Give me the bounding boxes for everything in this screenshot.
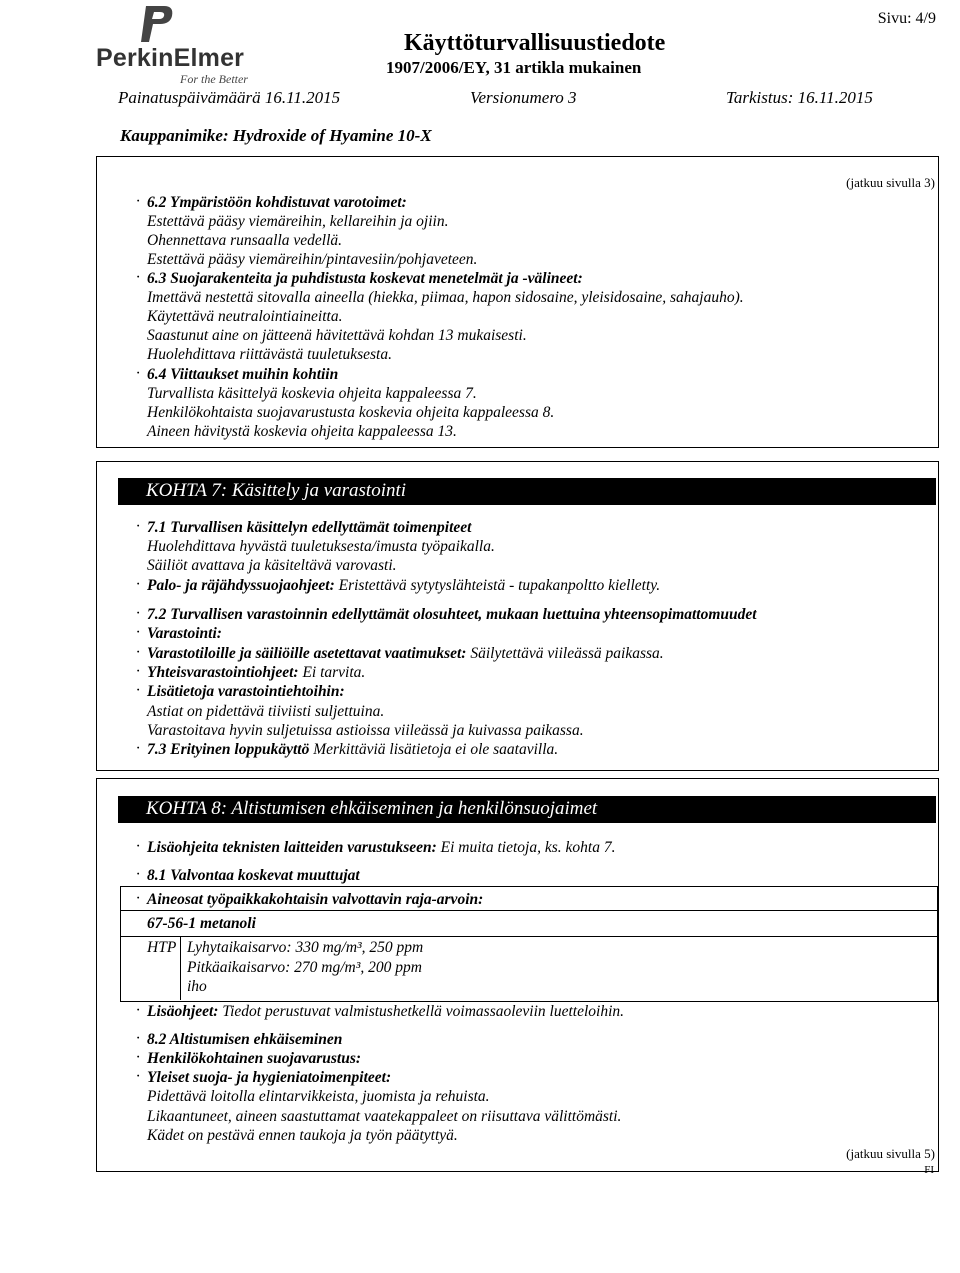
- limits-title: Aineosat työpaikkakohtaisin valvottavin raja-arvoin:: [147, 891, 484, 908]
- text-line: Saastunut aine on jätteenä hävitettävä kohdan 13 mukaisesti.: [147, 327, 527, 344]
- storage-extra-label: Lisätietoja varastointiehtoihin:: [147, 683, 345, 700]
- text-line: Huolehdittava hyvästä tuuletuksesta/imusta työpaikalla.: [147, 538, 495, 555]
- technical-measures-value: Ei muita tietoja, ks. kohta 7.: [440, 839, 616, 856]
- section-8-2-title: 8.2 Altistumisen ehkäiseminen: [147, 1031, 343, 1048]
- ppe-label: Henkilökohtainen suojavarustus:: [147, 1050, 362, 1067]
- text-line: Ohennettava runsaalla vedellä.: [147, 232, 342, 249]
- section-6-3-title: 6.3 Suojarakenteita ja puhdistusta koskevat menetelmät ja -välineet:: [147, 270, 583, 287]
- print-date: Painatuspäivämäärä 16.11.2015: [118, 88, 341, 107]
- brand-tagline: For the Better: [180, 72, 248, 86]
- section-7-2-title: 7.2 Turvallisen varastoinnin edellyttämät olosuhteet, mukaan luettuina yhteensopimattomuudet: [147, 606, 757, 623]
- text-line: Estettävä pääsy viemäreihin, kellareihin ja ojiin.: [147, 213, 449, 230]
- limit-type: HTP: [147, 939, 177, 956]
- table-column-divider: [180, 936, 181, 1000]
- section-6-4-title: 6.4 Viittaukset muihin kohtiin: [147, 366, 339, 383]
- general-measures-label: Yleiset suoja- ja hygieniatoimenpiteet:: [147, 1069, 392, 1086]
- section-8-heading: [118, 796, 936, 823]
- text-line: Likaantuneet, aineen saastuttamat vaatekappaleet on riisuttava välittömästi.: [147, 1108, 622, 1125]
- text-line: Kädet on pestävä ennen taukoja ja työn päätyttyä.: [147, 1127, 458, 1144]
- table-divider: [120, 910, 937, 911]
- brand-name: PerkinElmer: [96, 44, 245, 72]
- text-line: Imettävä nestettä sitovalla aineella (hiekka, piimaa, hapon sidosaine, yleisidosaine, sahajauho).: [147, 289, 744, 306]
- substance-name: 67-56-1 metanoli: [147, 915, 256, 932]
- section-7-3-line: [147, 740, 558, 759]
- joint-storage-line: [147, 663, 365, 682]
- additional-info-label: Lisäohjeet:: [147, 1003, 219, 1020]
- section-7-heading: [118, 478, 936, 505]
- table-divider: [120, 936, 937, 937]
- text-line: Henkilökohtaista suojavarustusta koskevia ohjeita kappaleessa 8.: [147, 404, 555, 421]
- page-number: Sivu: 4/9: [877, 10, 936, 27]
- section-7-heading-text: KOHTA 7: Käsittely ja varastointi: [146, 480, 407, 501]
- additional-info-line: [147, 1002, 624, 1021]
- text-line: Varastoitava hyvin suljetuissa astioissa viileässä ja kuivassa paikassa.: [147, 722, 584, 739]
- limit-value: iho: [187, 978, 207, 995]
- section-6-2-title: 6.2 Ympäristöön kohdistuvat varotoimet:: [147, 194, 407, 211]
- fire-protection-value: Eristettävä sytytyslähteistä - tupakanpoltto kielletty.: [338, 577, 661, 594]
- joint-storage-label: Yhteisvarastointiohjeet:: [147, 664, 299, 681]
- section-7-3-label: 7.3 Erityinen loppukäyttö: [147, 741, 310, 758]
- document-title: Käyttöturvallisuustiedote: [404, 30, 666, 56]
- text-line: Pidettävä loitolla elintarvikkeista, juomista ja rehuista.: [147, 1088, 490, 1105]
- continued-from: (jatkuu sivulla 3): [846, 175, 935, 190]
- section-7-3-value: Merkittäviä lisätietoja ei ole saatavilla.: [313, 741, 559, 758]
- technical-measures-label: Lisäohjeita teknisten laitteiden varustukseen:: [147, 839, 437, 856]
- trade-name: Kauppanimike: Hydroxide of Hyamine 10-X: [120, 126, 432, 145]
- text-line: Estettävä pääsy viemäreihin/pintavesiin/pohjaveteen.: [147, 251, 478, 268]
- technical-measures-line: [147, 838, 615, 857]
- storage-label: Varastointi:: [147, 625, 222, 642]
- text-line: Huolehdittava riittävästä tuuletuksesta.: [147, 346, 392, 363]
- perkinelmer-logo: [96, 4, 276, 84]
- text-line: Käytettävä neutralointiaineitta.: [147, 308, 343, 325]
- text-line: Aineen hävitystä koskevia ohjeita kappaleessa 13.: [147, 423, 457, 440]
- text-line: Säiliöt avattava ja käsiteltävä varovasti.: [147, 557, 397, 574]
- storage-requirements-value: Säilytettävä viileässä paikassa.: [470, 645, 664, 662]
- version-number: Versionumero 3: [470, 88, 577, 107]
- storage-requirements-label: Varastotiloille ja säiliöille asetettavat vaatimukset:: [147, 645, 467, 662]
- storage-requirements-line: [147, 644, 664, 663]
- limit-value: Pitkäaikaisarvo: 270 mg/m³, 200 ppm: [187, 959, 422, 976]
- continued-to: (jatkuu sivulla 5): [846, 1146, 935, 1161]
- text-line: Turvallista käsittelyä koskevia ohjeita kappaleessa 7.: [147, 385, 477, 402]
- section-7-1-title: 7.1 Turvallisen käsittelyn edellyttämät toimenpiteet: [147, 519, 472, 536]
- section-8-heading-text: KOHTA 8: Altistumisen ehkäiseminen ja henkilönsuojaimet: [146, 798, 598, 819]
- fire-protection-line: [147, 576, 660, 595]
- language-code: FI: [924, 1164, 934, 1176]
- additional-info-value: Tiedot perustuvat valmistushetkellä voimassaoleviin luetteloihin.: [222, 1003, 624, 1020]
- document-subtitle: 1907/2006/EY, 31 artikla mukainen: [386, 58, 642, 77]
- text-line: Astiat on pidettävä tiiviisti suljettuina.: [147, 703, 385, 720]
- revision-date: Tarkistus: 16.11.2015: [726, 88, 873, 107]
- joint-storage-value: Ei tarvita.: [302, 664, 366, 681]
- fire-protection-label: Palo- ja räjähdyssuojaohjeet:: [147, 577, 335, 594]
- section-8-1-title: 8.1 Valvontaa koskevat muuttujat: [147, 867, 360, 884]
- limit-value: Lyhytaikaisarvo: 330 mg/m³, 250 ppm: [187, 939, 424, 956]
- logo-mark-icon: [136, 4, 176, 44]
